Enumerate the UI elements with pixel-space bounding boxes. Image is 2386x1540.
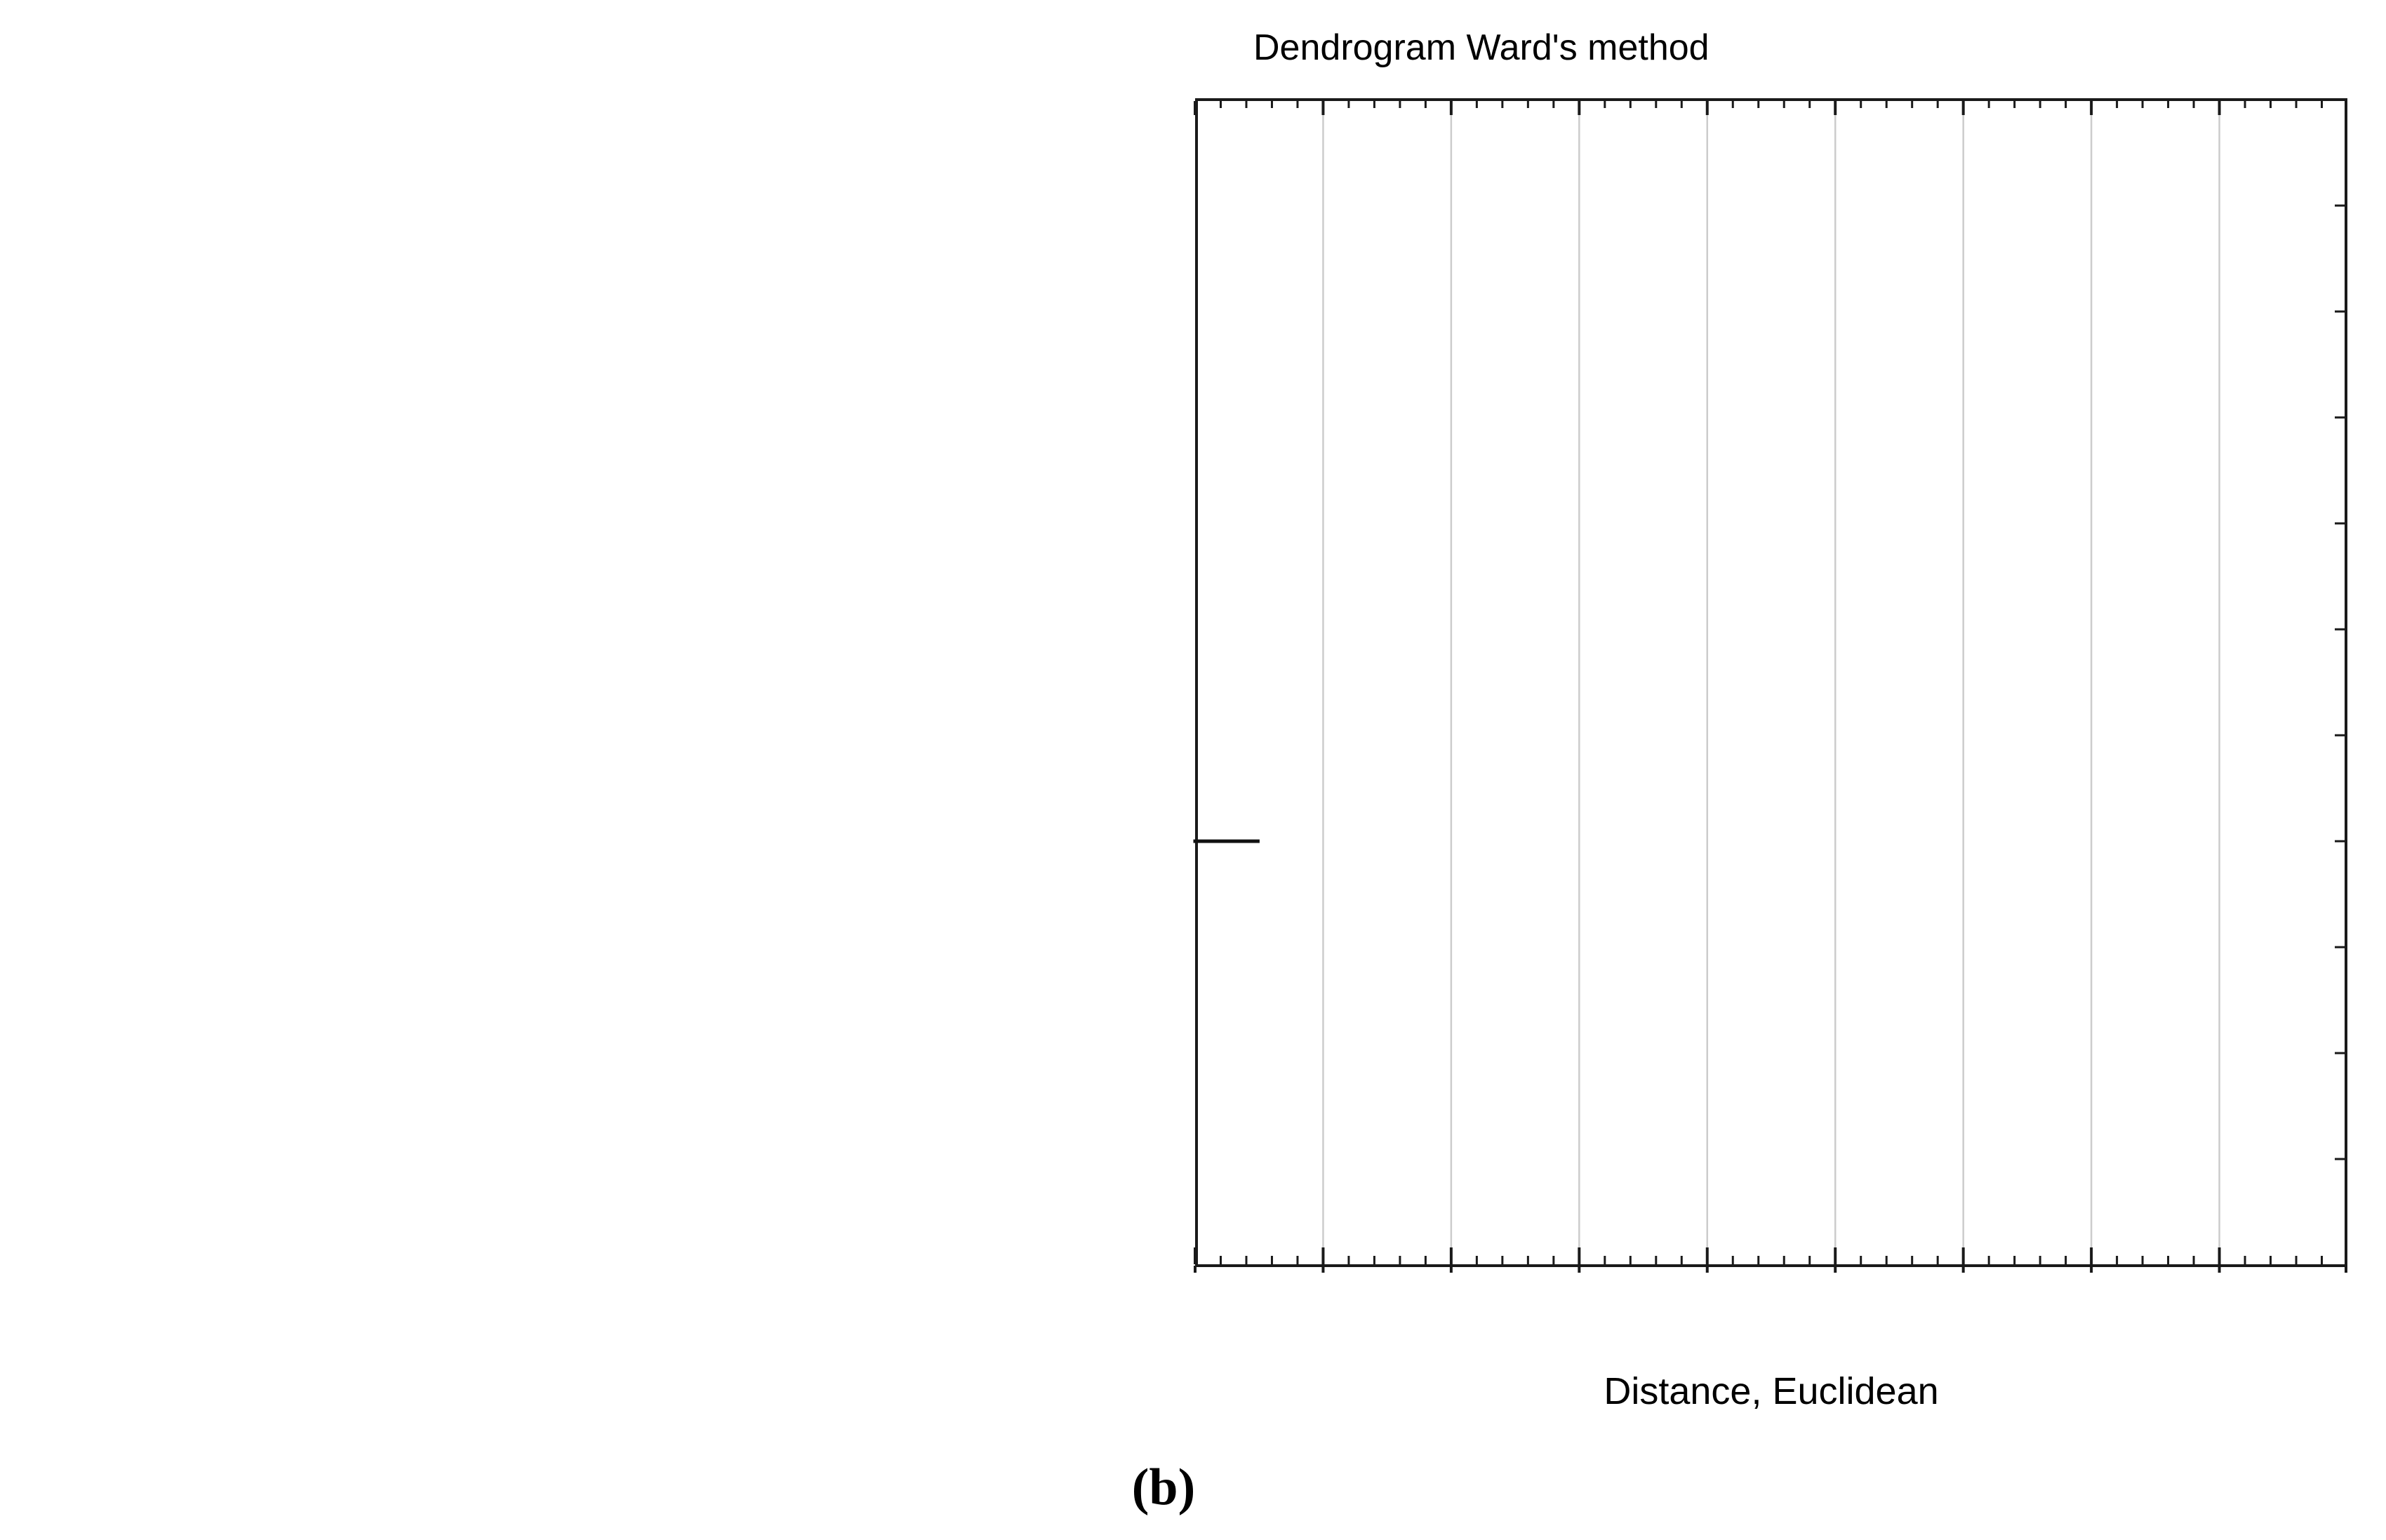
x-axis-title: Distance, Euclidean <box>1604 1370 1939 1412</box>
chart-title: Dendrogram Ward's method <box>1253 27 1709 68</box>
figure-caption: (b) <box>1131 1459 1196 1516</box>
